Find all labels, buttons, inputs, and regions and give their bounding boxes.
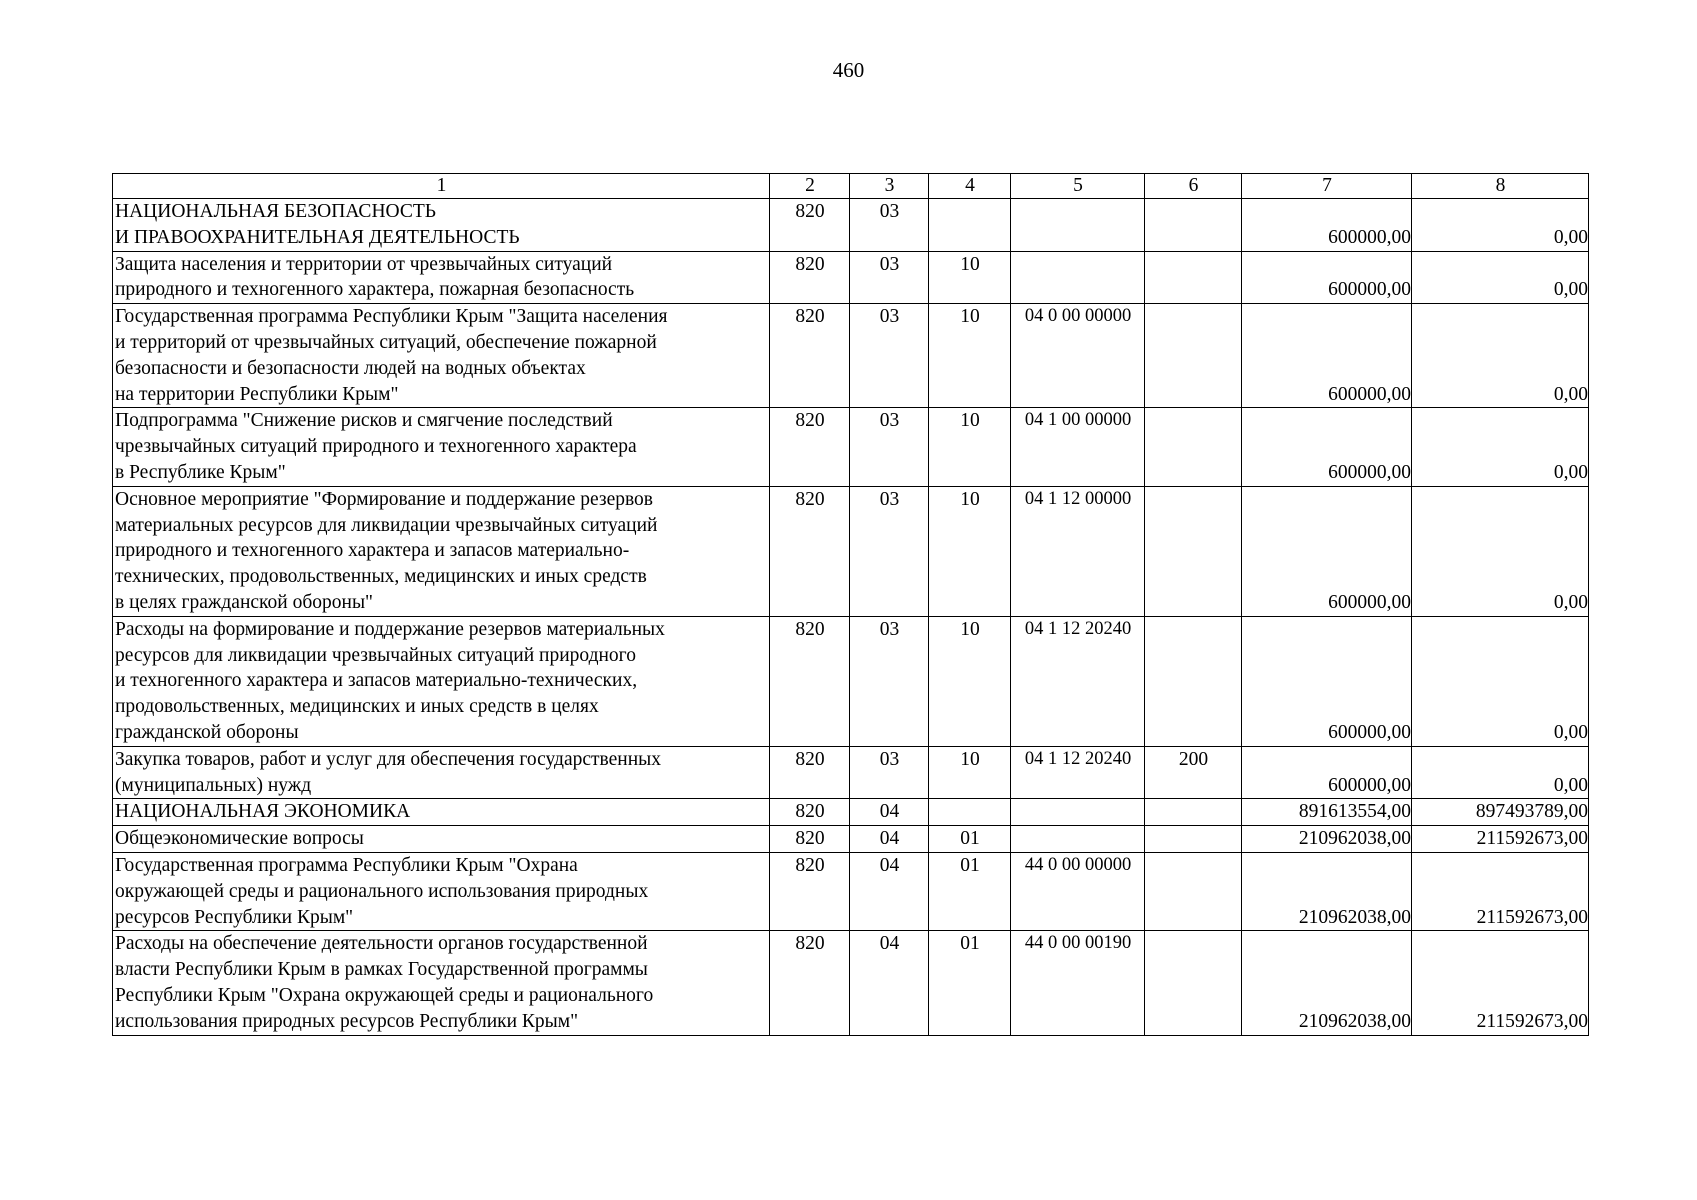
subsection-code-cell: 10 (929, 616, 1011, 746)
item-name-cell: Защита населения и территории от чрезвычайных ситуаций природного и техногенного характера, пожарная безопасность (113, 251, 770, 304)
subsection-code-cell: 01 (929, 826, 1011, 853)
ministry-code-cell: 820 (770, 852, 850, 930)
target-article-cell (1011, 826, 1145, 853)
expense-type-cell (1145, 199, 1242, 252)
amount-year1-cell: 210962038,00 (1242, 826, 1412, 853)
amount-year1-cell: 210962038,00 (1242, 852, 1412, 930)
ministry-code-cell: 820 (770, 486, 850, 616)
table-row (113, 251, 1589, 304)
item-name-cell: НАЦИОНАЛЬНАЯ БЕЗОПАСНОСТЬ И ПРАВООХРАНИТЕЛЬНАЯ ДЕЯТЕЛЬНОСТЬ (113, 199, 770, 252)
expense-type-cell (1145, 408, 1242, 486)
section-code-cell: 03 (850, 304, 929, 408)
table-row (113, 799, 1589, 826)
section-code-cell: 04 (850, 931, 929, 1035)
target-article-cell: 04 1 12 20240 (1011, 616, 1145, 746)
item-name-cell: Основное мероприятие "Формирование и поддержание резервов материальных ресурсов для ликвидации чрезвычайных ситуаций природного и техногенного характера и запасов материально- технических, продовольственных, медицинских и иных средств в целях гражданской обороны" (113, 486, 770, 616)
amount-year2-cell: 0,00 (1412, 486, 1589, 616)
column-header: 6 (1145, 174, 1242, 199)
column-header: 8 (1412, 174, 1589, 199)
amount-year1-cell: 600000,00 (1242, 616, 1412, 746)
section-code-cell: 04 (850, 852, 929, 930)
subsection-code-cell: 10 (929, 486, 1011, 616)
table-row (113, 486, 1589, 616)
subsection-code-cell: 01 (929, 852, 1011, 930)
budget-table (112, 173, 1589, 1036)
amount-year1-cell: 600000,00 (1242, 408, 1412, 486)
amount-year1-cell: 210962038,00 (1242, 931, 1412, 1035)
expense-type-cell (1145, 799, 1242, 826)
expense-type-cell (1145, 852, 1242, 930)
table-row (113, 931, 1589, 1035)
item-name-cell: Государственная программа Республики Крым "Охрана окружающей среды и рационального использования природных ресурсов Республики Крым" (113, 852, 770, 930)
item-name-cell: Закупка товаров, работ и услуг для обеспечения государственных (муниципальных) нужд (113, 746, 770, 799)
amount-year2-cell: 0,00 (1412, 616, 1589, 746)
column-header: 5 (1011, 174, 1145, 199)
ministry-code-cell: 820 (770, 199, 850, 252)
ministry-code-cell: 820 (770, 616, 850, 746)
expense-type-cell (1145, 251, 1242, 304)
subsection-code-cell: 10 (929, 746, 1011, 799)
amount-year2-cell: 211592673,00 (1412, 826, 1589, 853)
subsection-code-cell (929, 199, 1011, 252)
section-code-cell: 03 (850, 616, 929, 746)
column-number-row (113, 174, 1589, 199)
target-article-cell: 44 0 00 00190 (1011, 931, 1145, 1035)
ministry-code-cell: 820 (770, 304, 850, 408)
table-row (113, 616, 1589, 746)
amount-year2-cell: 0,00 (1412, 408, 1589, 486)
column-header: 4 (929, 174, 1011, 199)
amount-year1-cell: 600000,00 (1242, 746, 1412, 799)
target-article-cell (1011, 251, 1145, 304)
subsection-code-cell: 10 (929, 304, 1011, 408)
amount-year2-cell: 211592673,00 (1412, 931, 1589, 1035)
table-row (113, 852, 1589, 930)
item-name-cell: НАЦИОНАЛЬНАЯ ЭКОНОМИКА (113, 799, 770, 826)
target-article-cell: 04 1 12 20240 (1011, 746, 1145, 799)
table-body (113, 174, 1589, 1036)
ministry-code-cell: 820 (770, 826, 850, 853)
amount-year1-cell: 600000,00 (1242, 251, 1412, 304)
expense-type-cell (1145, 826, 1242, 853)
section-code-cell: 03 (850, 251, 929, 304)
column-header: 1 (113, 174, 770, 199)
table-row (113, 408, 1589, 486)
amount-year2-cell: 0,00 (1412, 199, 1589, 252)
table-row (113, 199, 1589, 252)
ministry-code-cell: 820 (770, 799, 850, 826)
ministry-code-cell: 820 (770, 746, 850, 799)
expense-type-cell (1145, 486, 1242, 616)
column-header: 7 (1242, 174, 1412, 199)
column-header: 2 (770, 174, 850, 199)
item-name-cell: Государственная программа Республики Крым "Защита населения и территорий от чрезвычайных ситуаций, обеспечение пожарной безопасности и безопасности людей на водных объектах на территории Республики Крым" (113, 304, 770, 408)
amount-year2-cell: 0,00 (1412, 304, 1589, 408)
ministry-code-cell: 820 (770, 931, 850, 1035)
table-row (113, 826, 1589, 853)
target-article-cell: 04 1 00 00000 (1011, 408, 1145, 486)
amount-year1-cell: 600000,00 (1242, 304, 1412, 408)
subsection-code-cell: 10 (929, 408, 1011, 486)
section-code-cell: 04 (850, 826, 929, 853)
item-name-cell: Расходы на формирование и поддержание резервов материальных ресурсов для ликвидации чрезвычайных ситуаций природного и техногенного характера и запасов материально-технических, продовольственных, медицинских и иных средств в целях гражданской обороны (113, 616, 770, 746)
amount-year2-cell: 897493789,00 (1412, 799, 1589, 826)
expense-type-cell (1145, 931, 1242, 1035)
target-article-cell: 04 0 00 00000 (1011, 304, 1145, 408)
column-header: 3 (850, 174, 929, 199)
page-number: 460 (832, 58, 865, 82)
item-name-cell: Подпрограмма "Снижение рисков и смягчение последствий чрезвычайных ситуаций природного и техногенного характера в Республике Крым" (113, 408, 770, 486)
item-name-cell: Расходы на обеспечение деятельности органов государственной власти Республики Крым в рамках Государственной программы Республики Крым "Охрана окружающей среды и рационального использования природных ресурсов Республики Крым" (113, 931, 770, 1035)
target-article-cell (1011, 799, 1145, 826)
subsection-code-cell: 10 (929, 251, 1011, 304)
section-code-cell: 03 (850, 408, 929, 486)
table-row (113, 304, 1589, 408)
target-article-cell (1011, 199, 1145, 252)
section-code-cell: 03 (850, 746, 929, 799)
expense-type-cell (1145, 616, 1242, 746)
expense-type-cell (1145, 304, 1242, 408)
target-article-cell: 44 0 00 00000 (1011, 852, 1145, 930)
amount-year1-cell: 600000,00 (1242, 486, 1412, 616)
amount-year2-cell: 0,00 (1412, 746, 1589, 799)
section-code-cell: 04 (850, 799, 929, 826)
subsection-code-cell (929, 799, 1011, 826)
expense-type-cell: 200 (1145, 746, 1242, 799)
amount-year2-cell: 0,00 (1412, 251, 1589, 304)
subsection-code-cell: 01 (929, 931, 1011, 1035)
target-article-cell: 04 1 12 00000 (1011, 486, 1145, 616)
amount-year1-cell: 600000,00 (1242, 199, 1412, 252)
section-code-cell: 03 (850, 199, 929, 252)
ministry-code-cell: 820 (770, 251, 850, 304)
section-code-cell: 03 (850, 486, 929, 616)
amount-year2-cell: 211592673,00 (1412, 852, 1589, 930)
item-name-cell: Общеэкономические вопросы (113, 826, 770, 853)
amount-year1-cell: 891613554,00 (1242, 799, 1412, 826)
ministry-code-cell: 820 (770, 408, 850, 486)
table-row (113, 746, 1589, 799)
